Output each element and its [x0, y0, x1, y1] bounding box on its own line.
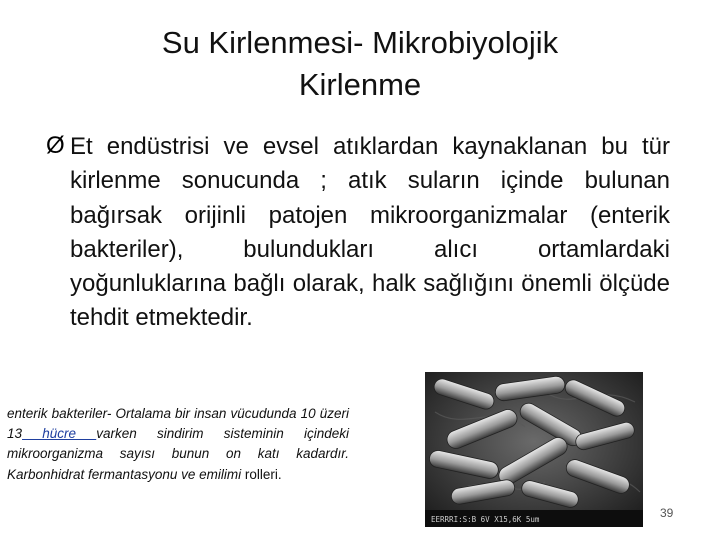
note-text-3: rolleri. [244, 466, 282, 482]
micrograph-illustration [425, 372, 643, 527]
arrow-bullet-icon: Ø [46, 132, 65, 159]
bacteria-micrograph-image [425, 372, 643, 527]
note-text-2: varken sindirim sisteminin içindeki mikroorganizma sayısı bunun on katı kadardır. Karbonhidrat fermantasyonu ve emilimi [7, 426, 349, 482]
note-text-1: enterik bakteriler- Ortalama bir insan vücudunda 10 üzeri 13 [7, 406, 349, 442]
slide-title [60, 22, 660, 106]
title-line-2: Kirlenme [298, 67, 422, 102]
micrograph-caption: EERRRI:S:B 6V X15,6K 5um [431, 515, 540, 524]
bullet-text: Et endüstrisi ve evsel atıklardan kaynaklanan bu tür kirlenme sonucunda ; atık suların içinde bulunan bağırsak orijinli patojen mikroorganizmalar (enterik bakteriler), bulundukları alıcı ortamlardaki yoğunluklarına bağlı olarak, halk sağlığını önemli ölçüde tehdit etmektedir. [70, 133, 670, 332]
bullet-item [46, 130, 670, 336]
note-paragraph [7, 404, 349, 485]
title-line-1: Su Kirlenmesi- Mikrobiyolojik [161, 25, 559, 60]
cell-link[interactable]: hücre [22, 426, 97, 442]
page-number: 39 [660, 506, 674, 520]
